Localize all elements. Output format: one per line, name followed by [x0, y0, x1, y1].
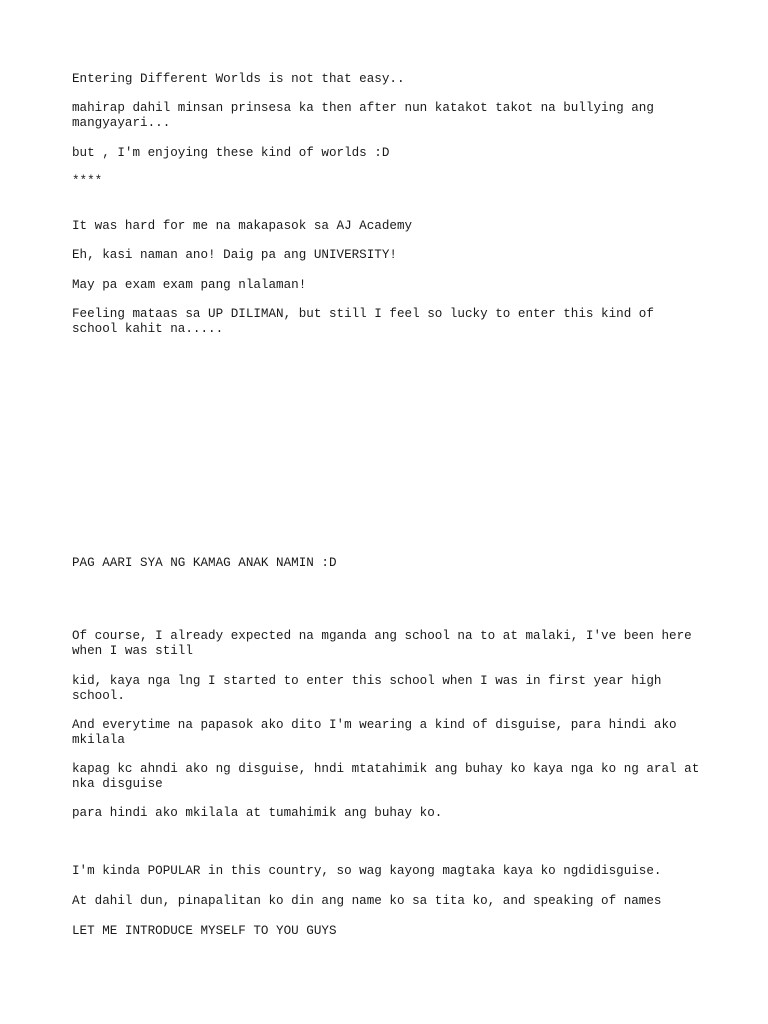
paragraph: LET ME INTRODUCE MYSELF TO YOU GUYS — [72, 924, 337, 938]
paragraph: Feeling mataas sa UP DILIMAN, but still I feel so lucky to enter this kind of school kahit na..... — [72, 307, 662, 336]
paragraph: Eh, kasi naman ano! Daig pa ang UNIVERSITY! — [72, 248, 397, 262]
paragraph: And everytime na papasok ako dito I'm wearing a kind of disguise, para hindi ako mkilala — [72, 718, 685, 747]
paragraph: May pa exam exam pang nlalaman! — [72, 278, 307, 292]
paragraph: Entering Different Worlds is not that easy.. — [72, 72, 405, 86]
paragraph: kid, kaya nga lng I started to enter this school when I was in first year high school. — [72, 674, 670, 703]
paragraph: At dahil dun, pinapalitan ko din ang name ko sa tita ko, and speaking of names — [72, 894, 662, 908]
paragraph: PAG AARI SYA NG KAMAG ANAK NAMIN :D — [72, 556, 337, 570]
paragraph: I'm kinda POPULAR in this country, so wag kayong magtaka kaya ko ngdidisguise. — [72, 864, 662, 878]
paragraph: **** — [72, 174, 103, 188]
paragraph: but , I'm enjoying these kind of worlds :D — [72, 146, 390, 160]
paragraph: mahirap dahil minsan prinsesa ka then after nun katakot takot na bullying ang mangyayari... — [72, 101, 662, 130]
paragraph: kapag kc ahndi ako ng disguise, hndi mtatahimik ang buhay ko kaya nga ko ng aral at nka disguise — [72, 762, 707, 791]
paragraph: para hindi ako mkilala at tumahimik ang buhay ko. — [72, 806, 443, 820]
paragraph: Of course, I already expected na mganda ang school na to at malaki, I've been here when I was still — [72, 629, 700, 658]
paragraph: It was hard for me na makapasok sa AJ Academy — [72, 219, 413, 233]
